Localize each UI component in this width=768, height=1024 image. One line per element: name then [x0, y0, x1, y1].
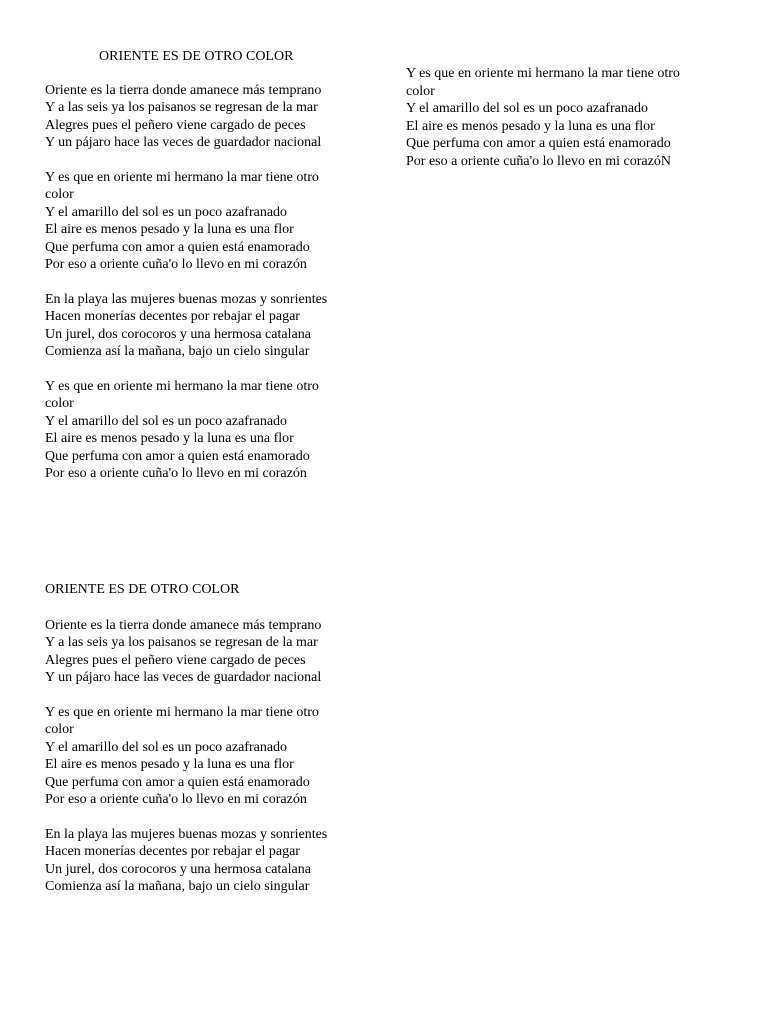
- lyric-line: Alegres pues el peñero viene cargado de peces: [45, 117, 306, 133]
- lyric-line: Y el amarillo del sol es un poco azafranado: [45, 413, 288, 429]
- lyric-line: Hacen monerías decentes por rebajar el pagar: [45, 309, 300, 324]
- lyric-line: El aire es menos pesado y la luna es una flor: [406, 118, 655, 134]
- lyric-line: Y es que en oriente mi hermano la mar tiene otro: [45, 378, 319, 394]
- lyric-line: Que perfuma con amor a quien está enamorado: [45, 774, 310, 790]
- lyric-line: Que perfuma con amor a quien está enamorado: [45, 239, 310, 255]
- lyric-line: Y un pájaro hace las veces de guardador nacional: [45, 135, 322, 150]
- stanza-chorus-1: [45, 169, 327, 274]
- lyric-line: Por eso a oriente cuña'o lo llevo en mi corazón: [45, 792, 307, 807]
- lyric-line: Y a las seis ya los paisanos se regresan de la mar: [45, 635, 318, 650]
- lyric-line: Hacen monerías decentes por rebajar el pagar: [45, 844, 300, 859]
- stanza-verse-1: [45, 617, 327, 687]
- lyric-line: Alegres pues el peñero viene cargado de peces: [45, 652, 306, 668]
- stanza-verse-2: [45, 826, 327, 896]
- lyric-line: El aire es menos pesado y la luna es una flor: [45, 431, 294, 446]
- lyric-line: Comienza así la mañana, bajo un cielo singular: [45, 344, 310, 359]
- stanza-chorus: [406, 65, 680, 170]
- lyrics-column-top-left: [45, 48, 327, 500]
- lyric-line: Y el amarillo del sol es un poco azafranado: [45, 739, 288, 755]
- lyric-line: Que perfuma con amor a quien está enamorado: [406, 136, 671, 151]
- lyrics-column-top-right: [406, 65, 680, 187]
- stanza-verse-1: [45, 82, 327, 152]
- lyric-line: Por eso a oriente cuña'o lo llevo en mi corazón: [45, 466, 307, 481]
- lyrics-column-bottom-left: [45, 581, 327, 913]
- lyric-line: Y un pájaro hace las veces de guardador nacional: [45, 670, 322, 685]
- lyric-line: Oriente es la tierra donde amanece más temprano: [45, 82, 322, 98]
- lyric-line: Que perfuma con amor a quien está enamorado: [45, 448, 310, 464]
- lyric-line: color: [45, 722, 74, 737]
- lyric-line: Un jurel, dos corocoros y una hermosa catalana: [45, 861, 311, 877]
- lyric-line: Comienza así la mañana, bajo un cielo singular: [45, 879, 310, 894]
- lyric-line: Y a las seis ya los paisanos se regresan de la mar: [45, 100, 318, 115]
- lyric-line: Y es que en oriente mi hermano la mar tiene otro: [45, 704, 319, 720]
- stanza-chorus-1: [45, 704, 327, 809]
- song-title: ORIENTE ES DE OTRO COLOR: [99, 49, 294, 64]
- stanza-chorus-2: [45, 378, 327, 483]
- song-title: ORIENTE ES DE OTRO COLOR: [45, 582, 240, 597]
- lyric-line: Oriente es la tierra donde amanece más temprano: [45, 617, 322, 633]
- lyric-line: Y el amarillo del sol es un poco azafranado: [406, 101, 649, 116]
- lyric-line: color: [406, 83, 435, 99]
- lyric-line: En la playa las mujeres buenas mozas y sonrientes: [45, 291, 328, 307]
- lyric-line: Por eso a oriente cuña'o lo llevo en mi corazón: [45, 257, 307, 272]
- lyric-line: color: [45, 187, 74, 202]
- lyric-line: El aire es menos pesado y la luna es una flor: [45, 222, 294, 237]
- stanza-verse-2: [45, 291, 327, 361]
- lyric-line: En la playa las mujeres buenas mozas y sonrientes: [45, 826, 328, 842]
- lyric-line: Y es que en oriente mi hermano la mar tiene otro: [45, 169, 319, 185]
- lyric-line: El aire es menos pesado y la luna es una flor: [45, 757, 294, 772]
- lyric-line: Y el amarillo del sol es un poco azafranado: [45, 204, 288, 220]
- lyric-line: Y es que en oriente mi hermano la mar tiene otro: [406, 66, 680, 81]
- lyric-line: Por eso a oriente cuña'o lo llevo en mi corazóN: [406, 153, 671, 169]
- lyric-line: color: [45, 396, 74, 411]
- lyric-line: Un jurel, dos corocoros y una hermosa catalana: [45, 326, 311, 342]
